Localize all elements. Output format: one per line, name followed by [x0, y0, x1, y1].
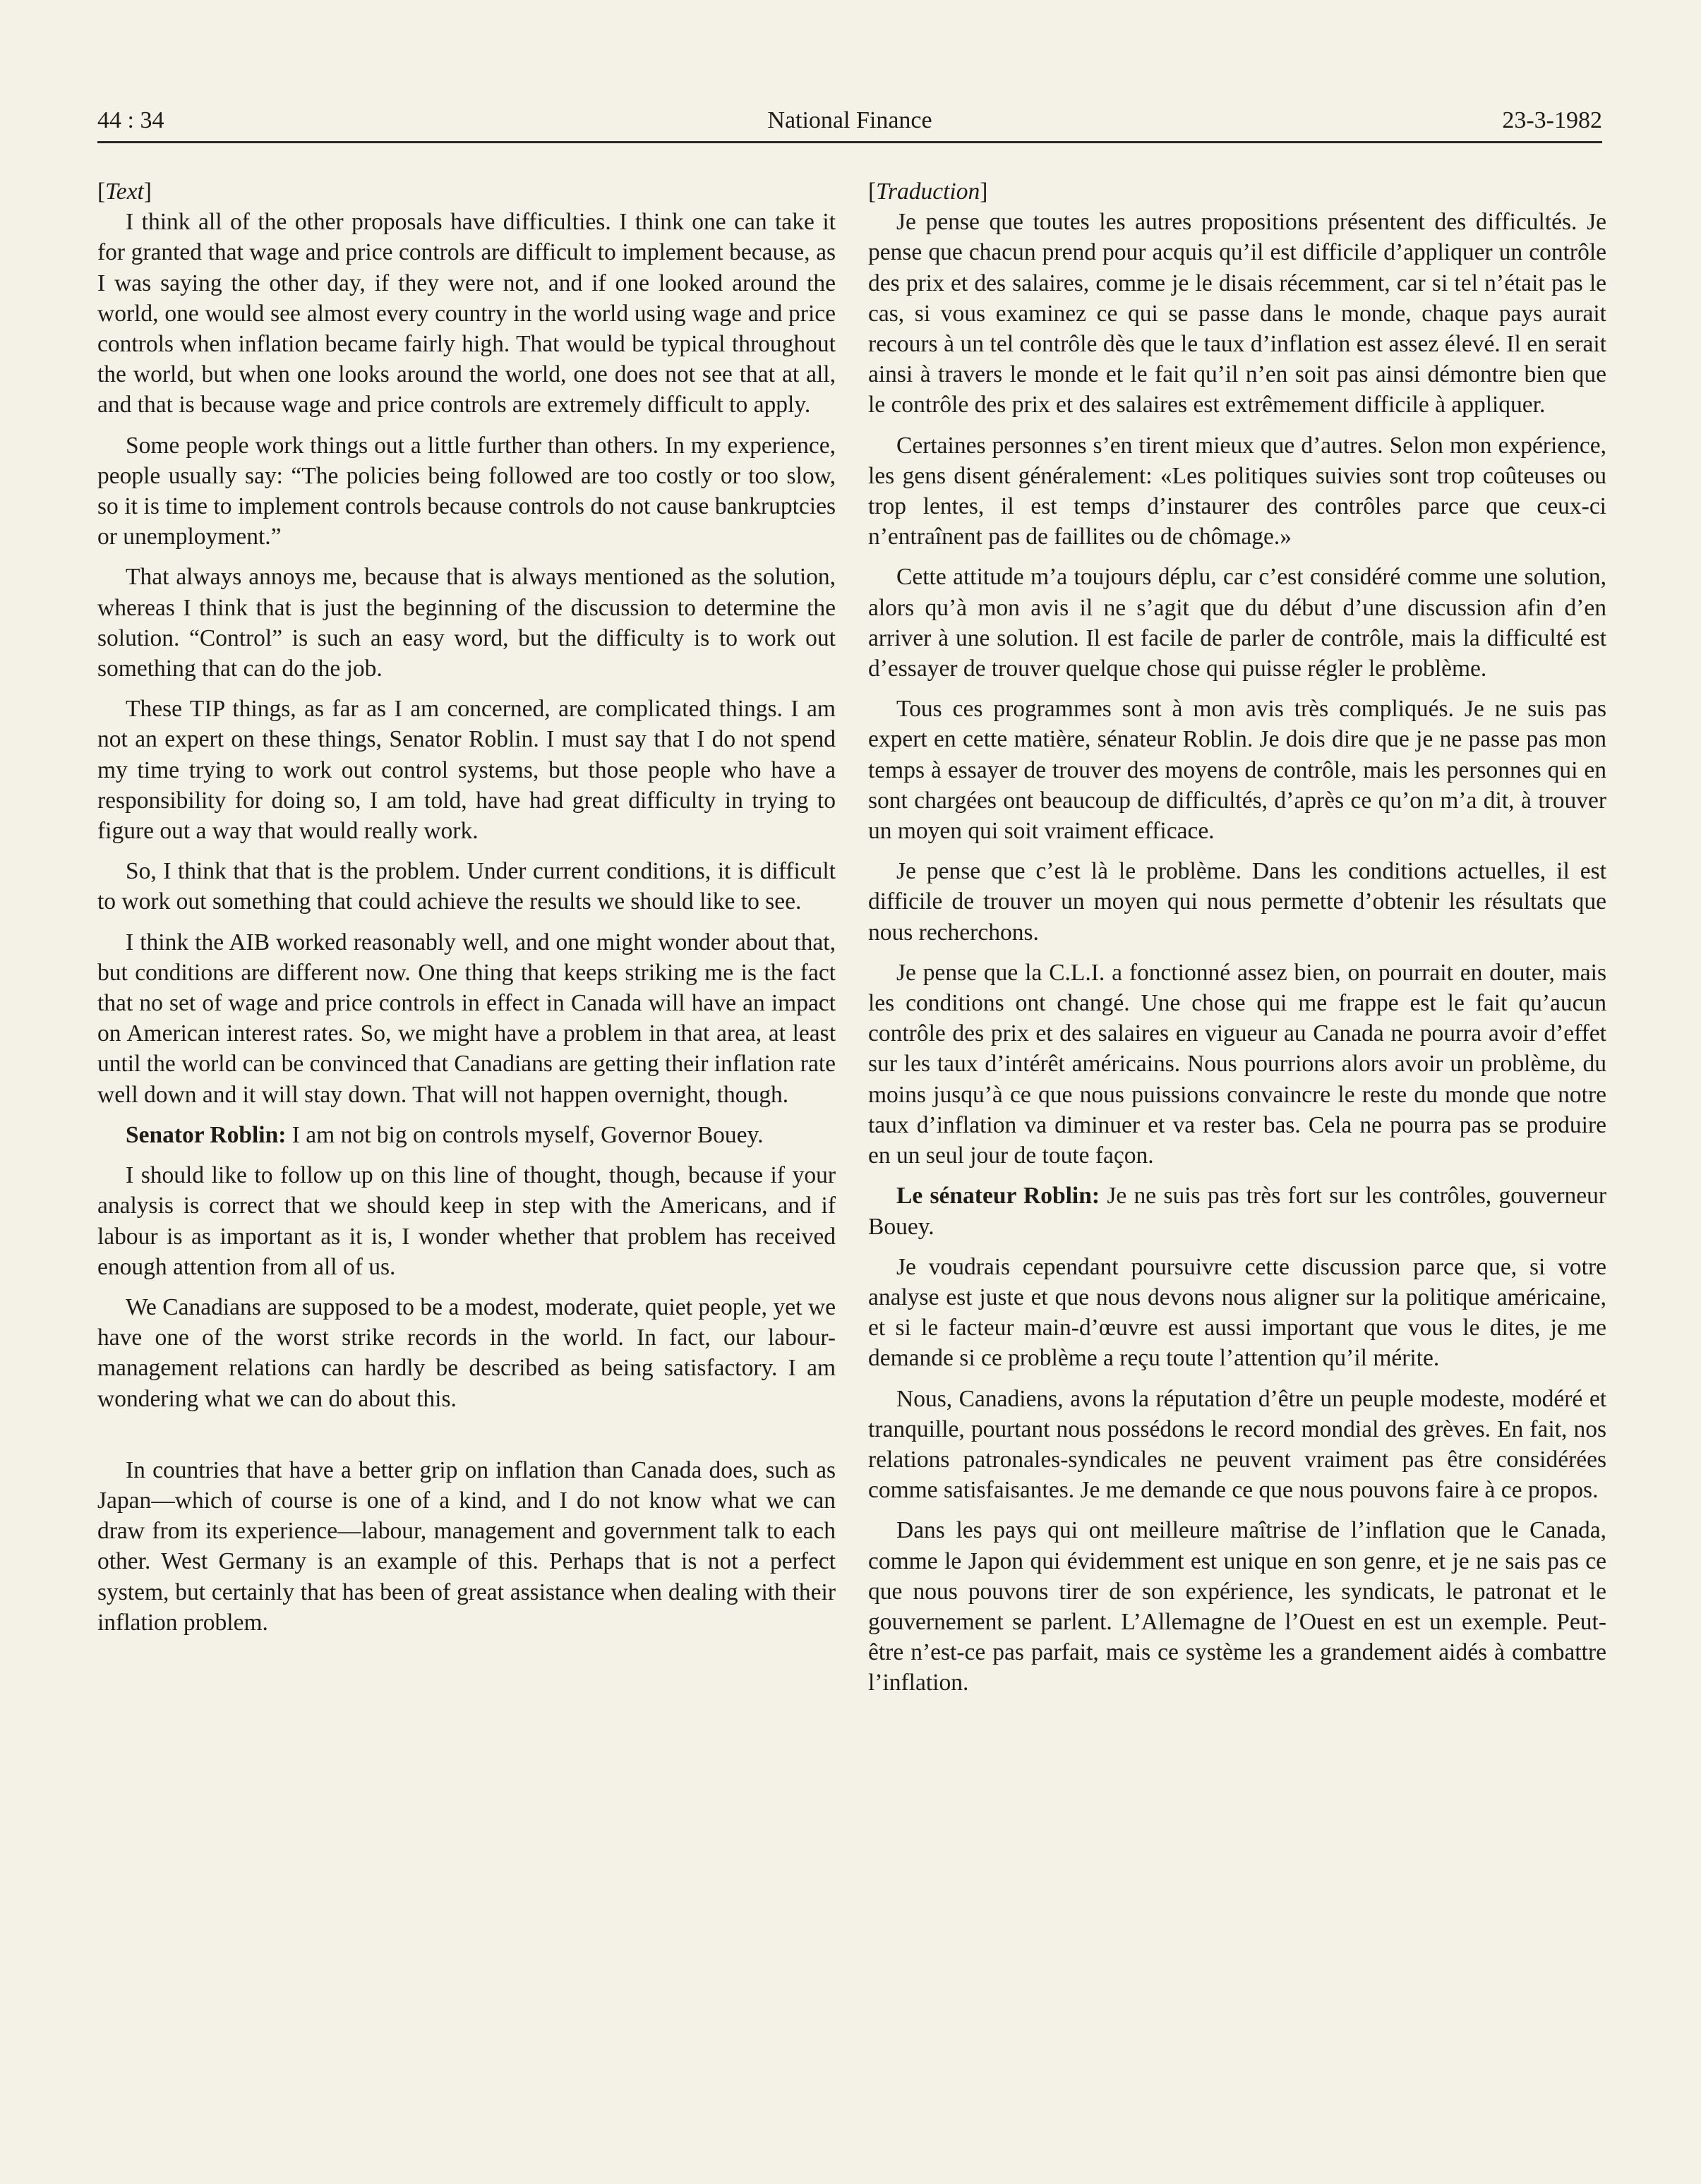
paragraph: In countries that have a better grip on inflation than Canada does, such as Japan—which of course is one of a kind, and I do not know what we can draw from its experience—labour, management and government talk to each other. West Germany is an example of this. Perhaps that is not a perfect system, but certainly that has been of great assistance when dealing with their inflation problem.: [97, 1456, 836, 1636]
issue-date: 23-3-1982: [1502, 107, 1602, 133]
speaker-name: Senator Roblin:: [126, 1121, 287, 1148]
paragraph: Certaines personnes s’en tirent mieux que d’autres. Selon mon expérience, les gens disent généralement: «Les politiques suivies sont trop coûteuses ou trop lentes, il est temps d’instaurer des contrôles parce que ceux-ci n’entraînent pas de faillites ou de chômage.»: [868, 432, 1606, 550]
paragraph: Je pense que c’est là le problème. Dans les conditions actuelles, il est difficile de trouver un moyen qui nous permette d’obtenir les résultats que nous recherchons.: [868, 858, 1606, 946]
language-tag: [Traduction]: [868, 179, 988, 205]
paragraph: Some people work things out a little further than others. In my experience, people usually say: “The policies being followed are too costly or too slow, so it is time to implement controls because controls do not cause bankruptcies or unemployment.”: [97, 432, 836, 550]
language-tag-label: Traduction: [876, 179, 980, 205]
speaker-paragraph: [868, 1181, 1606, 1241]
language-tag-label: Text: [105, 179, 144, 205]
paragraph: Je pense que la C.L.I. a fonctionné assez bien, on pourrait en douter, mais les conditions ont changé. Une chose qui me frappe est le fait qu’aucun contrôle des prix et des salaires en vigueur au Canada ne pourra avoir d’effet sur les taux d’intérêt américains. Nous pourrions alors avoir un problème, du moins jusqu’à ce que nous puissions convaincre le reste du monde que notre taux d’inflation va diminuer et va rester bas. Cela ne pourra pas se produire en un seul jour de toute façon.: [868, 959, 1606, 1169]
paragraph: Je voudrais cependant poursuivre cette discussion parce que, si votre analyse est juste et que nous devons nous aligner sur la politique américaine, et si le facteur main-d’œuvre est aussi important que vous le dites, je me demande si ce problème a reçu toute l’attention qu’il mérite.: [868, 1253, 1606, 1372]
page-number: 44 : 34: [97, 107, 164, 133]
paragraph: So, I think that that is the problem. Under current conditions, it is difficult to work out something that could achieve the results we should like to see.: [97, 858, 836, 915]
paragraph: Je pense que toutes les autres propositions présentent des difficultés. Je pense que chacun prend pour acquis qu’il est difficile d’appliquer un contrôle des prix et des salaires, comme je le disais récemment, car si tel n’était pas le cas, si vous examinez ce qui se passe dans le monde, chaque pays aurait recours à un tel contrôle dès que le taux d’inflation est assez élevé. Il en serait ainsi à travers le monde et le fait qu’il n’en soit pas ainsi démontre bien que le contrôle des prix et des salaires est extrêmement difficile à appliquer.: [868, 209, 1606, 418]
paragraph: I think all of the other proposals have difficulties. I think one can take it for granted that wage and price controls are difficult to implement because, as I was saying the other day, if they were not, and if one looked around the world, one would see almost every country in the world using wage and price controls when inflation became fairly high. That would be typical throughout the world, but when one looks around the world, one does not see that at all, and that is because wage and price controls are extremely difficult to apply.: [97, 209, 836, 418]
paragraph: Cette attitude m’a toujours déplu, car c’est considéré comme une solution, alors qu’à mon avis il ne s’agit que du début d’une discussion afin d’en arriver à une solution. Il est facile de parler de contrôle, mais la difficulté est d’essayer de trouver quelque chose qui puisse régler le problème.: [868, 564, 1606, 682]
paragraph: Tous ces programmes sont à mon avis très compliqués. Je ne suis pas expert en cette matière, sénateur Roblin. Je dois dire que je ne passe pas mon temps à essayer de trouver des moyens de contrôle, mais les personnes qui en sont chargées ont beaucoup de difficultés, d’après ce qu’on m’a dit, à trouver un moyen qui soit vraiment efficace.: [868, 696, 1606, 845]
paragraph: I think the AIB worked reasonably well, and one might wonder about that, but conditions are different now. One thing that keeps striking me is the fact that no set of wage and price controls in effect in Canada will have an impact on American interest rates. So, we might have a problem in that area, at least until the world can be convinced that Canadians are getting their inflation rate well down and it will stay down. That will not happen overnight, though.: [97, 929, 836, 1108]
language-tag: [Text]: [97, 179, 152, 205]
paragraph: I should like to follow up on this line of thought, though, because if your analysis is correct that we should keep in step with the Americans, and if labour is as important as it is, I wonder whether that problem has received enough attention from all of us.: [97, 1162, 836, 1280]
paragraph: Nous, Canadiens, avons la réputation d’être un peuple modeste, modéré et tranquille, pourtant nous possédons le record mondial des grèves. En fait, nos relations patronales-syndicales ne peuvent vraiment pas être considérées comme satisfaisantes. Je me demande ce que nous pouvons faire à ce propos.: [868, 1385, 1606, 1504]
paragraph: We Canadians are supposed to be a modest, moderate, quiet people, yet we have one of the worst strike records in the world. In fact, our labour-management relations can hardly be described as being satisfactory. I am wondering what we can do about this.: [97, 1293, 836, 1412]
speaker-paragraph: [97, 1120, 836, 1150]
french-column: [868, 176, 1606, 1708]
english-column: [97, 176, 836, 1648]
publication-title: National Finance: [767, 107, 932, 133]
speaker-text: I am not big on controls myself, Governor Bouey.: [291, 1121, 764, 1148]
paragraph: That always annoys me, because that is always mentioned as the solution, whereas I think that is just the beginning of the discussion to determine the solution. “Control” is such an easy word, but the difficulty is to work out something that can do the job.: [97, 564, 836, 682]
speaker-name: Le sénateur Roblin:: [896, 1183, 1100, 1209]
paragraph: These TIP things, as far as I am concerned, are complicated things. I am not an expert on these things, Senator Roblin. I must say that I do not spend my time trying to work out control systems, but those people who have a responsibility for doing so, I am told, have had great difficulty in trying to figure out a way that would really work.: [97, 696, 836, 845]
speaker-text: Je ne suis pas très fort sur les contrôles, gouverneur Bouey.: [868, 1183, 1606, 1240]
paragraph: Dans les pays qui ont meilleure maîtrise de l’inflation que le Canada, comme le Japon qui évidemment est unique en son genre, et je ne sais pas ce que nous pouvons tirer de son expérience, les syndicats, le patronat et le gouvernement se parlent. L’Allemagne de l’Ouest en est un exemple. Peut-être n’est-ce pas parfait, mais ce système les a grandement aidés à combattre l’inflation.: [868, 1517, 1606, 1696]
page-header: [97, 104, 1602, 143]
